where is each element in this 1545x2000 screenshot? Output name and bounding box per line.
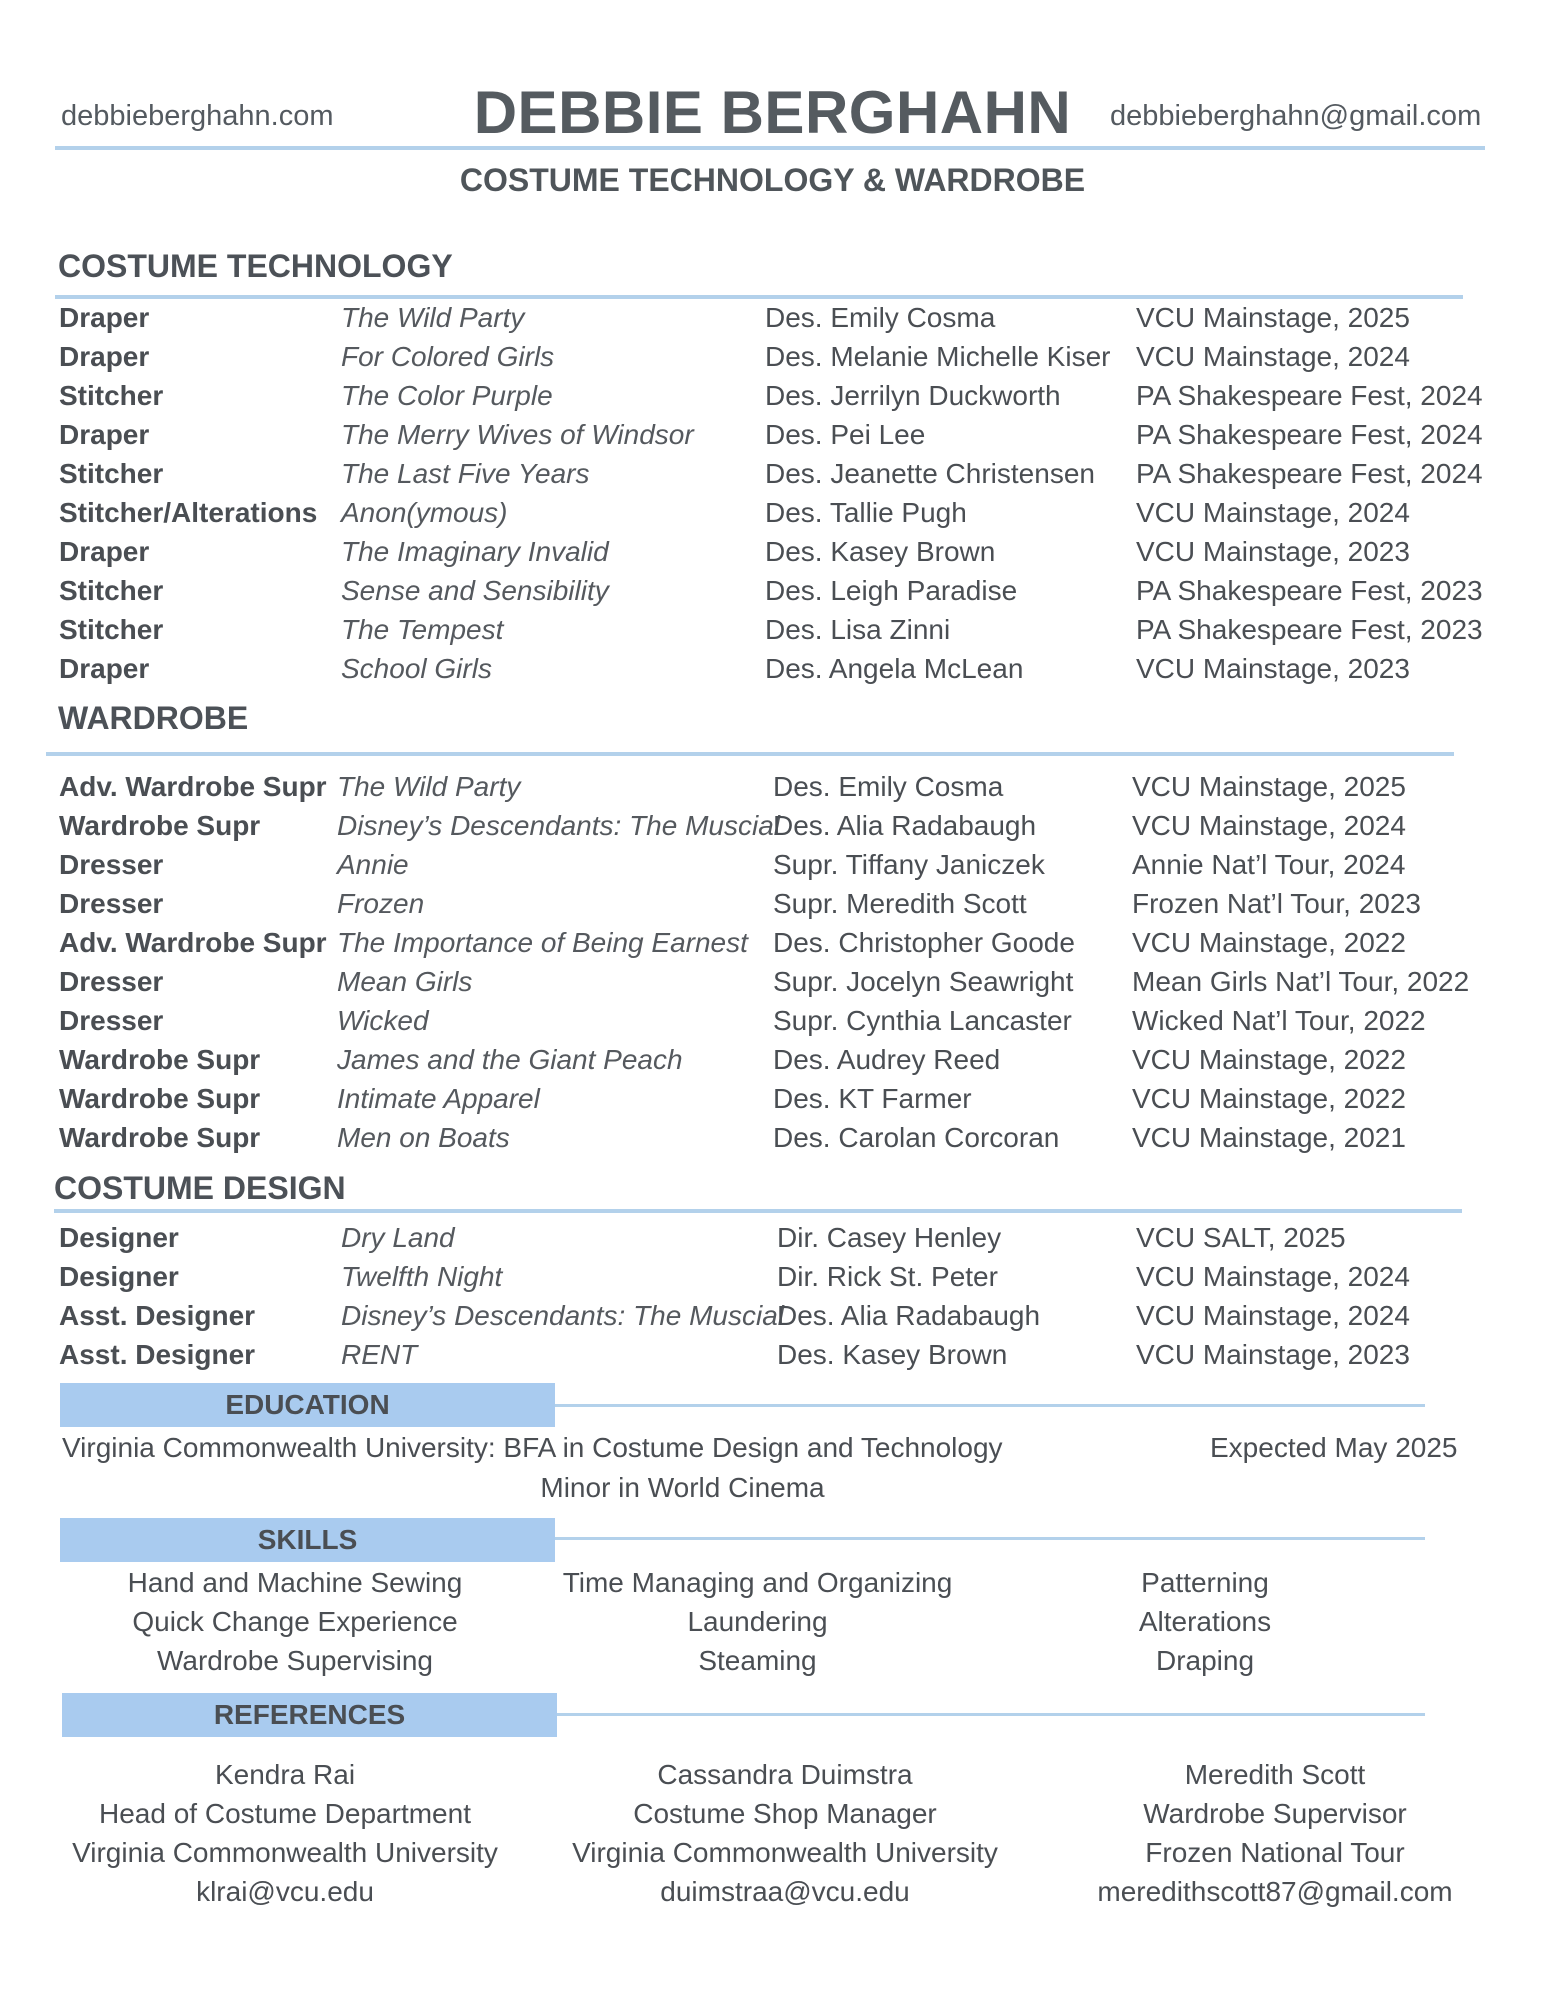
credit-row [0, 493, 1545, 532]
credit-row [0, 1335, 1545, 1374]
credit-row [0, 376, 1545, 415]
skill-item: Quick Change Experience [132, 1606, 458, 1637]
credit-designer: Supr. Tiffany Janiczek [773, 849, 1045, 880]
credit-role: Stitcher [59, 380, 164, 411]
credit-show: Anon(ymous) [341, 497, 508, 528]
credit-venue: PA Shakespeare Fest, 2024 [1136, 380, 1483, 411]
credit-show: Wicked [337, 1005, 429, 1036]
credit-row [0, 571, 1545, 610]
section-divider [54, 1209, 1462, 1213]
section-title-costume-design: COSTUME DESIGN [54, 1170, 346, 1206]
credit-row [0, 923, 1545, 962]
credit-venue: VCU Mainstage, 2022 [1132, 1044, 1406, 1075]
education-date: Expected May 2025 [1210, 1432, 1458, 1463]
section-divider [555, 1537, 1425, 1540]
reference-card [1085, 1755, 1465, 1911]
reference-title: Wardrobe Supervisor [1143, 1798, 1407, 1829]
credit-venue: VCU Mainstage, 2025 [1136, 302, 1410, 333]
credit-show: Disney’s Descendants: The Muscial [341, 1300, 785, 1331]
credit-venue: VCU SALT, 2025 [1136, 1222, 1346, 1253]
credit-role: Dresser [59, 849, 164, 880]
credit-designer: Des. Emily Cosma [773, 771, 1004, 802]
credit-designer: Des. Alia Radabaugh [773, 810, 1037, 841]
skill-item: Steaming [698, 1645, 817, 1676]
credit-venue: PA Shakespeare Fest, 2024 [1136, 419, 1483, 450]
credit-role: Designer [59, 1222, 179, 1253]
credit-row [0, 1001, 1545, 1040]
credit-venue: VCU Mainstage, 2023 [1136, 653, 1410, 684]
reference-email[interactable]: klrai@vcu.edu [196, 1876, 374, 1907]
credit-venue: VCU Mainstage, 2024 [1136, 341, 1410, 372]
credit-venue: VCU Mainstage, 2024 [1132, 810, 1406, 841]
credit-venue: VCU Mainstage, 2022 [1132, 1083, 1406, 1114]
credit-show: The Tempest [341, 614, 504, 645]
credit-role: Designer [59, 1261, 179, 1292]
credit-designer: Des. Alia Radabaugh [777, 1300, 1041, 1331]
credit-venue: Annie Nat’l Tour, 2024 [1132, 849, 1406, 880]
credit-row [0, 1118, 1545, 1157]
credit-role: Dresser [59, 966, 164, 997]
credit-row [0, 532, 1545, 571]
credit-designer: Des. Angela McLean [765, 653, 1024, 684]
reference-title: Costume Shop Manager [633, 1798, 937, 1829]
reference-email[interactable]: meredithscott87@gmail.com [1097, 1876, 1453, 1907]
reference-name: Kendra Rai [214, 1759, 356, 1790]
credit-role: Draper [59, 536, 150, 567]
credit-show: The Wild Party [341, 302, 525, 333]
credit-venue: Frozen Nat’l Tour, 2023 [1132, 888, 1421, 919]
email-link[interactable]: debbieberghahn@gmail.com [1110, 100, 1482, 132]
skill-item: Alterations [1138, 1606, 1272, 1637]
credit-designer: Supr. Jocelyn Seawright [773, 966, 1074, 997]
credit-role: Draper [59, 653, 150, 684]
reference-org: Virginia Commonwealth University [72, 1837, 498, 1868]
credit-venue: PA Shakespeare Fest, 2023 [1136, 575, 1483, 606]
credit-venue: Wicked Nat’l Tour, 2022 [1132, 1005, 1426, 1036]
credit-role: Stitcher/Alterations [59, 497, 318, 528]
website-link[interactable]: debbieberghahn.com [61, 100, 334, 132]
credit-row [0, 806, 1545, 845]
credit-designer: Des. KT Farmer [773, 1083, 972, 1114]
credit-designer: Des. Pei Lee [765, 419, 926, 450]
credit-row [0, 845, 1545, 884]
credit-role: Stitcher [59, 614, 164, 645]
credit-designer: Des. Christopher Goode [773, 927, 1075, 958]
credit-role: Stitcher [59, 575, 164, 606]
credit-role: Asst. Designer [59, 1339, 256, 1370]
credit-show: Men on Boats [337, 1122, 510, 1153]
credit-role: Adv. Wardrobe Supr [59, 927, 327, 958]
credit-show: The Color Purple [341, 380, 553, 411]
credit-show: Mean Girls [337, 966, 473, 997]
credit-designer: Des. Jerrilyn Duckworth [765, 380, 1061, 411]
header-divider [55, 146, 1485, 150]
credit-designer: Des. Lisa Zinni [765, 614, 951, 645]
credit-row [0, 610, 1545, 649]
credit-role: Wardrobe Supr [59, 1122, 261, 1153]
reference-org: Virginia Commonwealth University [572, 1837, 998, 1868]
skills-column-2 [530, 1563, 985, 1680]
credit-venue: PA Shakespeare Fest, 2023 [1136, 614, 1483, 645]
section-band-references: REFERENCES [62, 1693, 557, 1737]
section-divider [557, 1713, 1425, 1716]
credit-role: Dresser [59, 1005, 164, 1036]
credit-venue: VCU Mainstage, 2024 [1136, 497, 1410, 528]
skill-item: Laundering [687, 1606, 828, 1637]
reference-card [555, 1755, 1015, 1911]
credit-designer: Des. Melanie Michelle Kiser [765, 341, 1111, 372]
credit-designer: Dir. Casey Henley [777, 1222, 1002, 1253]
credit-row [0, 884, 1545, 923]
credit-role: Dresser [59, 888, 164, 919]
credit-show: The Last Five Years [341, 458, 590, 489]
credit-show: For Colored Girls [341, 341, 555, 372]
credit-show: Disney’s Descendants: The Muscial [337, 810, 781, 841]
education-minor: Minor in World Cinema [540, 1472, 825, 1503]
credit-show: Annie [337, 849, 409, 880]
reference-card [60, 1755, 510, 1911]
credit-role: Stitcher [59, 458, 164, 489]
credit-row [0, 454, 1545, 493]
credit-row [0, 298, 1545, 337]
skill-item: Draping [1155, 1645, 1255, 1676]
credit-designer: Supr. Cynthia Lancaster [773, 1005, 1072, 1036]
credit-role: Asst. Designer [59, 1300, 256, 1331]
credit-row [0, 415, 1545, 454]
section-band-skills: SKILLS [60, 1518, 555, 1562]
credit-designer: Des. Carolan Corcoran [773, 1122, 1060, 1153]
credit-venue: Mean Girls Nat’l Tour, 2022 [1132, 966, 1470, 997]
section-divider [555, 1404, 1425, 1407]
reference-email[interactable]: duimstraa@vcu.edu [660, 1876, 910, 1907]
credit-show: The Wild Party [337, 771, 521, 802]
credit-row [0, 1218, 1545, 1257]
skills-column-3 [1080, 1563, 1330, 1680]
credit-role: Draper [59, 341, 150, 372]
credit-designer: Des. Emily Cosma [765, 302, 996, 333]
credit-role: Adv. Wardrobe Supr [59, 771, 327, 802]
skill-item: Wardrobe Supervising [157, 1645, 433, 1676]
credit-designer: Des. Jeanette Christensen [765, 458, 1095, 489]
credit-show: The Imaginary Invalid [341, 536, 609, 567]
credit-show: The Merry Wives of Windsor [341, 419, 694, 450]
credit-show: James and the Giant Peach [337, 1044, 683, 1075]
credit-venue: VCU Mainstage, 2023 [1136, 1339, 1410, 1370]
credit-venue: VCU Mainstage, 2024 [1136, 1261, 1410, 1292]
credit-role: Wardrobe Supr [59, 1044, 261, 1075]
credit-row [0, 1296, 1545, 1335]
credit-show: Twelfth Night [341, 1261, 503, 1292]
credit-designer: Des. Audrey Reed [773, 1044, 1001, 1075]
credit-show: Sense and Sensibility [341, 575, 609, 606]
credit-venue: VCU Mainstage, 2024 [1136, 1300, 1410, 1331]
credit-venue: VCU Mainstage, 2025 [1132, 771, 1406, 802]
credit-row [0, 767, 1545, 806]
credit-row [0, 1257, 1545, 1296]
section-band-education: EDUCATION [60, 1383, 555, 1427]
credit-show: Frozen [337, 888, 425, 919]
page-title: DEBBIE BERGHAHN [473, 79, 1072, 146]
credit-row [0, 1040, 1545, 1079]
page-subtitle: COSTUME TECHNOLOGY & WARDROBE [459, 162, 1086, 198]
credit-venue: PA Shakespeare Fest, 2024 [1136, 458, 1483, 489]
credit-designer: Des. Tallie Pugh [765, 497, 967, 528]
credit-role: Wardrobe Supr [59, 1083, 261, 1114]
credit-row [0, 649, 1545, 688]
credit-venue: VCU Mainstage, 2021 [1132, 1122, 1406, 1153]
reference-title: Head of Costume Department [99, 1798, 471, 1829]
section-title-costume-technology: COSTUME TECHNOLOGY [58, 248, 453, 284]
credit-row [0, 962, 1545, 1001]
credit-role: Wardrobe Supr [59, 810, 261, 841]
credit-role: Draper [59, 302, 150, 333]
credit-designer: Des. Leigh Paradise [765, 575, 1018, 606]
section-divider [46, 752, 1454, 756]
credit-venue: VCU Mainstage, 2022 [1132, 927, 1406, 958]
skill-item: Hand and Machine Sewing [127, 1567, 463, 1598]
credit-show: Intimate Apparel [337, 1083, 540, 1114]
credit-venue: VCU Mainstage, 2023 [1136, 536, 1410, 567]
credit-row [0, 1079, 1545, 1118]
credit-show: Dry Land [341, 1222, 455, 1253]
credit-designer: Dir. Rick St. Peter [777, 1261, 998, 1292]
skill-item: Time Managing and Organizing [562, 1567, 953, 1598]
credit-show: The Importance of Being Earnest [337, 927, 748, 958]
credit-row [0, 337, 1545, 376]
reference-name: Meredith Scott [1184, 1759, 1366, 1790]
credit-role: Draper [59, 419, 150, 450]
credit-designer: Des. Kasey Brown [777, 1339, 1008, 1370]
reference-name: Cassandra Duimstra [657, 1759, 913, 1790]
credit-show: School Girls [341, 653, 492, 684]
reference-org: Frozen National Tour [1145, 1837, 1405, 1868]
credit-designer: Supr. Meredith Scott [773, 888, 1027, 919]
education-school: Virginia Commonwealth University: BFA in Costume Design and Technology [62, 1432, 1003, 1463]
section-title-wardrobe: WARDROBE [58, 700, 249, 736]
skills-column-1 [70, 1563, 520, 1680]
credit-show: RENT [341, 1339, 418, 1370]
credit-designer: Des. Kasey Brown [765, 536, 996, 567]
skill-item: Patterning [1141, 1567, 1269, 1598]
